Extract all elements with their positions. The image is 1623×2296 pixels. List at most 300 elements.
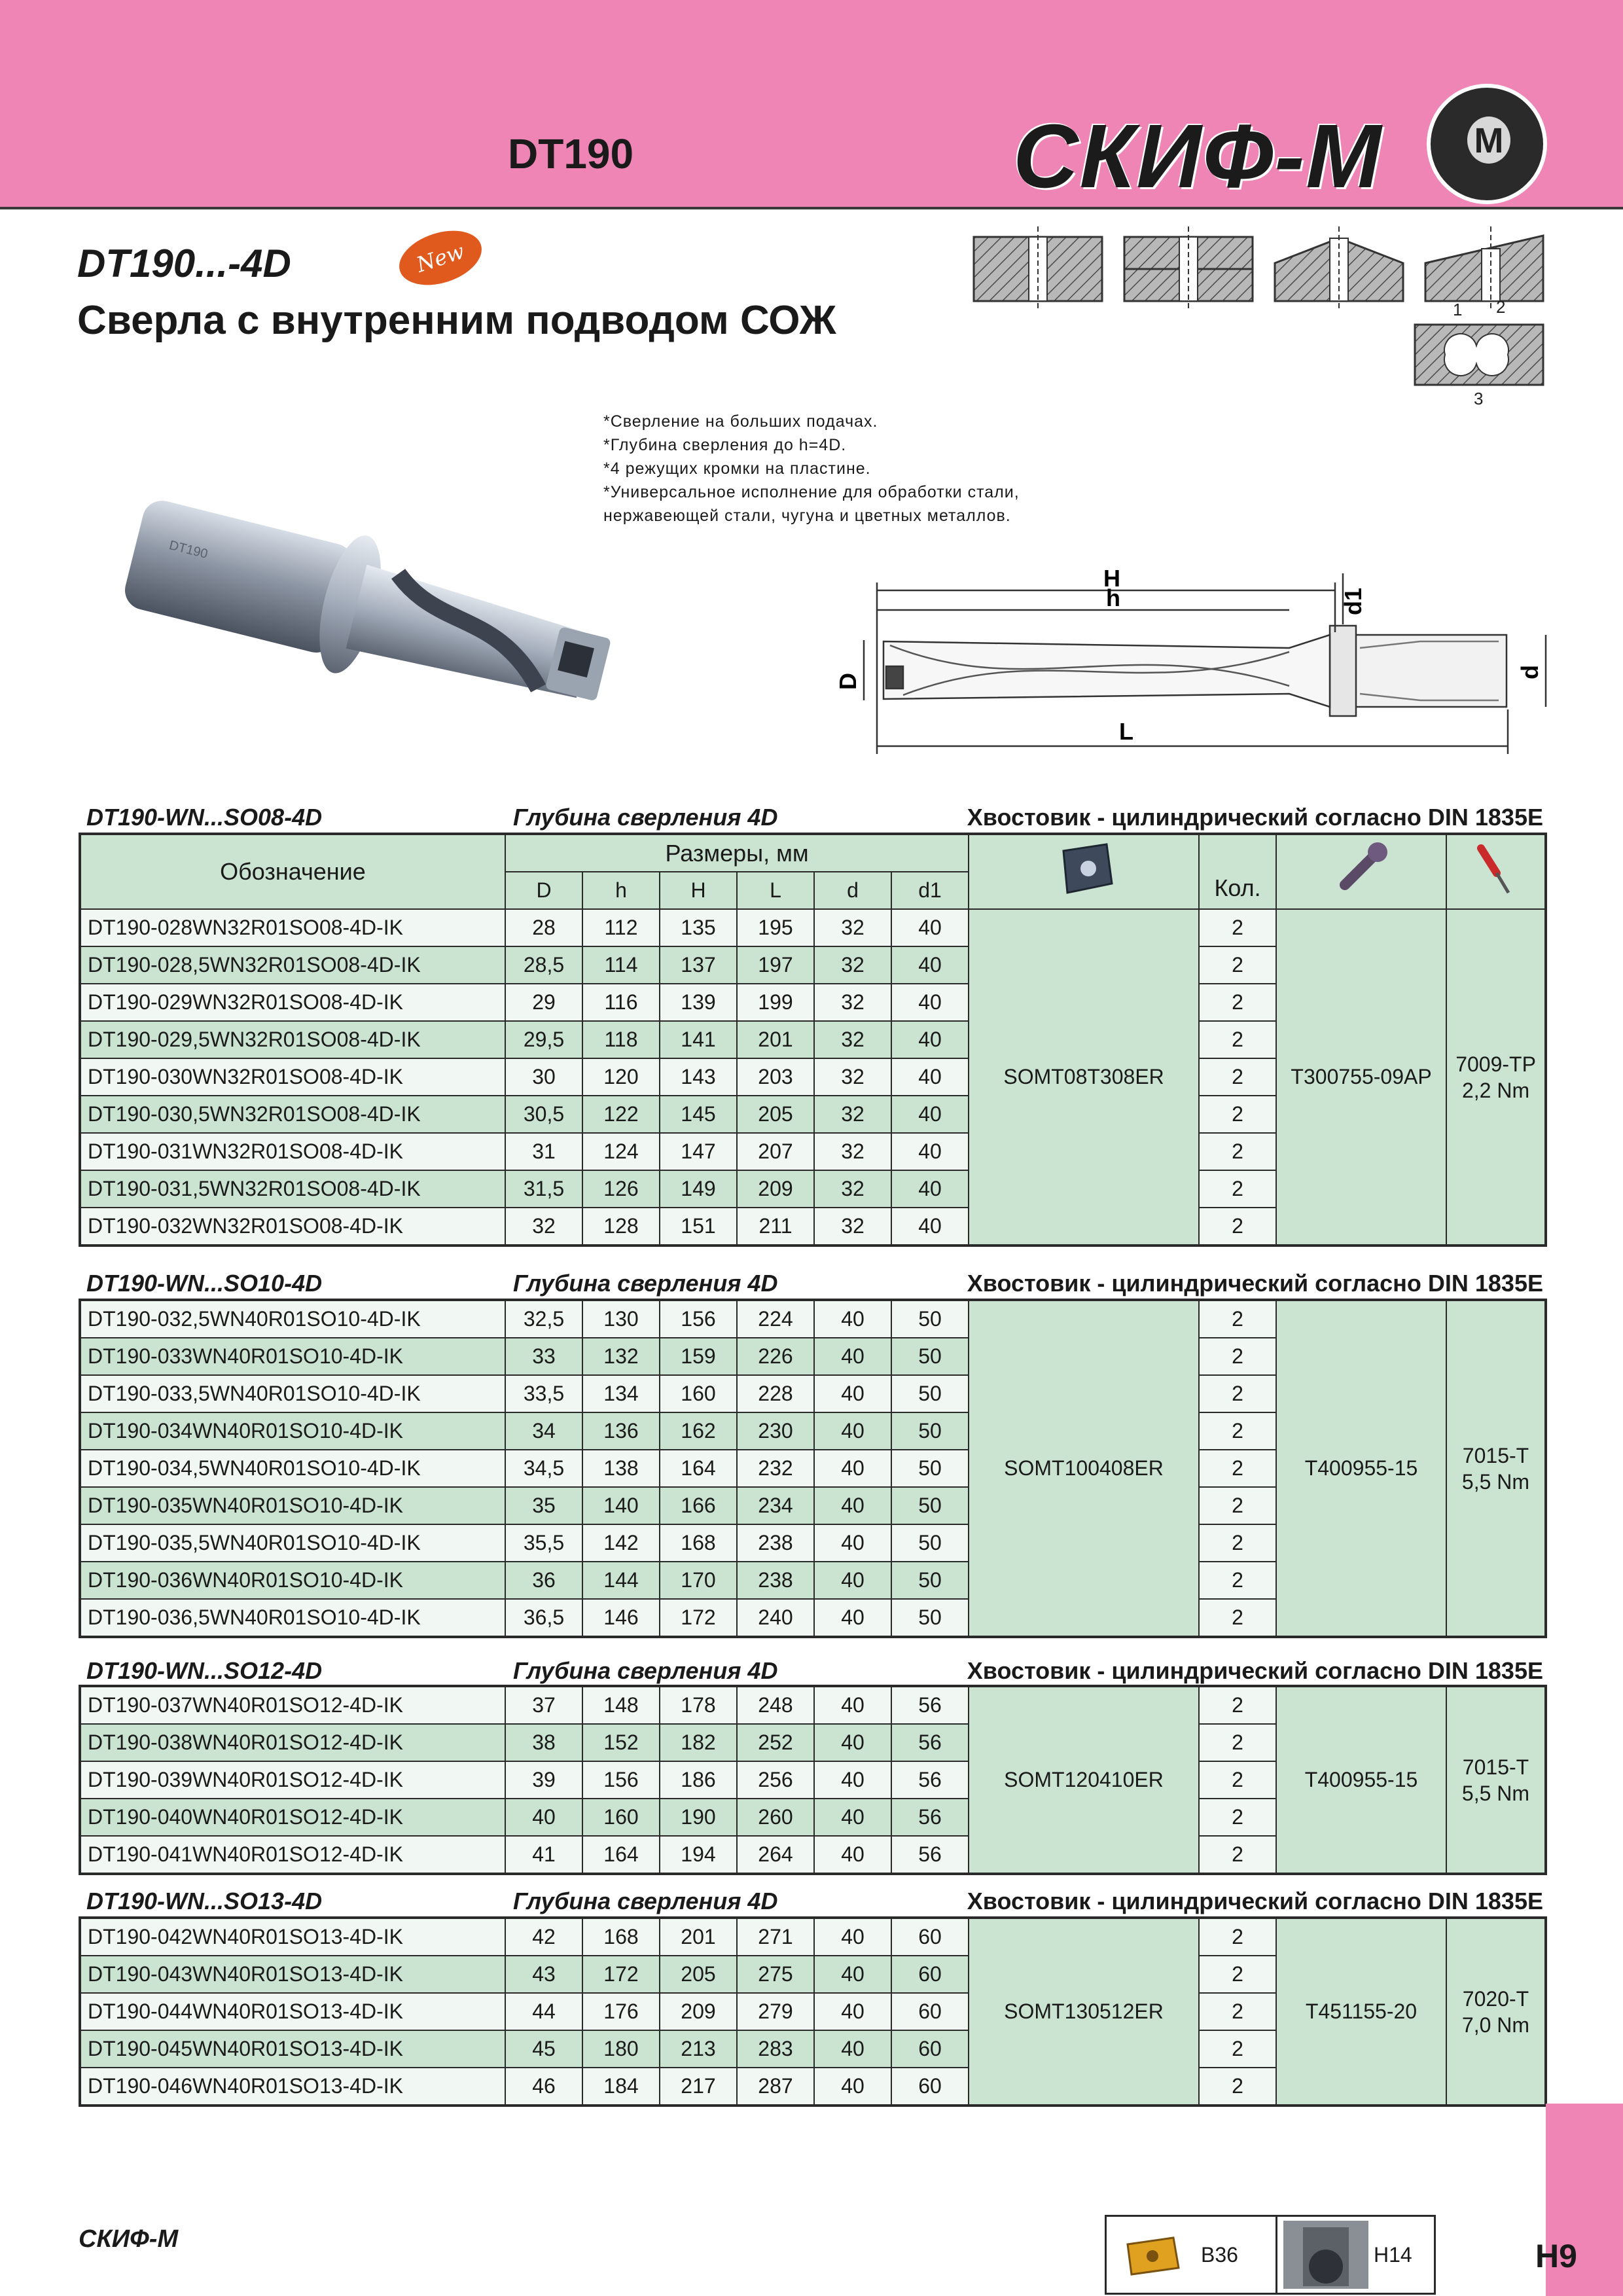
wrench-code: 7015-T bbox=[1462, 1755, 1529, 1779]
quantity-cell: 2 bbox=[1199, 1993, 1276, 2030]
footer-brand: СКИФ-М bbox=[79, 2225, 179, 2253]
size-cell-h: 176 bbox=[582, 1993, 660, 2030]
brand-logo-text: СКИФ-М bbox=[1013, 106, 1383, 207]
size-cell-L: 271 bbox=[737, 1918, 814, 1956]
designation-cell: DT190-029WN32R01SO08-4D-IK bbox=[80, 984, 505, 1021]
quantity-cell: 2 bbox=[1199, 984, 1276, 1021]
screw-icon bbox=[1325, 838, 1397, 901]
size-cell-L: 232 bbox=[737, 1450, 814, 1487]
designation-cell: DT190-036,5WN40R01SO10-4D-IK bbox=[80, 1599, 505, 1637]
size-cell-H: 166 bbox=[660, 1487, 737, 1524]
size-cell-H: 201 bbox=[660, 1918, 737, 1956]
quantity-cell: 2 bbox=[1199, 1021, 1276, 1058]
size-cell-h: 160 bbox=[582, 1799, 660, 1836]
size-cell-h: 114 bbox=[582, 946, 660, 984]
quantity-cell: 2 bbox=[1199, 2030, 1276, 2068]
size-cell-D: 33 bbox=[505, 1338, 582, 1375]
col-header-d: d bbox=[814, 872, 891, 909]
size-cell-h: 112 bbox=[582, 909, 660, 946]
table-row bbox=[80, 1686, 1546, 1724]
feature-list bbox=[603, 410, 1020, 528]
size-cell-L: 207 bbox=[737, 1133, 814, 1170]
size-cell-D: 33,5 bbox=[505, 1375, 582, 1412]
designation-cell: DT190-038WN40R01SO12-4D-IK bbox=[80, 1724, 505, 1761]
brand-logo bbox=[1013, 98, 1544, 207]
quantity-cell: 2 bbox=[1199, 2068, 1276, 2106]
wrench-code: 7015-T bbox=[1462, 1443, 1529, 1467]
size-cell-D: 35 bbox=[505, 1487, 582, 1524]
col-qty-header: Кол. bbox=[1199, 834, 1276, 909]
designation-cell: DT190-044WN40R01SO13-4D-IK bbox=[80, 1993, 505, 2030]
cross-ref-divider bbox=[1275, 2217, 1277, 2293]
size-cell-d: 40 bbox=[814, 1562, 891, 1599]
size-cell-H: 137 bbox=[660, 946, 737, 984]
size-cell-L: 260 bbox=[737, 1799, 814, 1836]
size-cell-L: 224 bbox=[737, 1300, 814, 1338]
designation-cell: DT190-036WN40R01SO10-4D-IK bbox=[80, 1562, 505, 1599]
label-H: H bbox=[1103, 569, 1120, 592]
section-depth: Глубина сверления 4D bbox=[513, 1270, 778, 1297]
size-cell-H: 186 bbox=[660, 1761, 737, 1799]
size-cell-d: 32 bbox=[814, 909, 891, 946]
stacked-drilling-pictogram bbox=[1124, 226, 1253, 312]
size-cell-d: 40 bbox=[814, 1599, 891, 1637]
size-cell-h: 172 bbox=[582, 1956, 660, 1993]
wrench-torque: 7,0 Nm bbox=[1461, 2013, 1530, 2037]
size-cell-d: 32 bbox=[814, 1021, 891, 1058]
size-cell-d: 40 bbox=[814, 1836, 891, 1874]
size-cell-H: 149 bbox=[660, 1170, 737, 1208]
interrupted-cut-pictogram bbox=[1415, 297, 1543, 408]
size-cell-d1: 40 bbox=[891, 946, 969, 984]
size-cell-h: 144 bbox=[582, 1562, 660, 1599]
section-shank: Хвостовик - цилиндрический согласно DIN 1835E bbox=[967, 1270, 1543, 1297]
size-cell-h: 140 bbox=[582, 1487, 660, 1524]
section-depth: Глубина сверления 4D bbox=[513, 1888, 778, 1914]
table-row bbox=[80, 909, 1546, 946]
designation-cell: DT190-041WN40R01SO12-4D-IK bbox=[80, 1836, 505, 1874]
size-cell-L: 256 bbox=[737, 1761, 814, 1799]
designation-cell: DT190-031,5WN32R01SO08-4D-IK bbox=[80, 1170, 505, 1208]
screwdriver-icon bbox=[1467, 838, 1525, 901]
size-cell-d: 32 bbox=[814, 984, 891, 1021]
size-cell-d1: 50 bbox=[891, 1300, 969, 1338]
size-cell-L: 205 bbox=[737, 1096, 814, 1133]
size-cell-D: 32,5 bbox=[505, 1300, 582, 1338]
designation-cell: DT190-030,5WN32R01SO08-4D-IK bbox=[80, 1096, 505, 1133]
size-cell-d: 40 bbox=[814, 1487, 891, 1524]
section-heading bbox=[80, 1266, 1543, 1296]
size-cell-d: 40 bbox=[814, 1338, 891, 1375]
size-cell-d1: 50 bbox=[891, 1338, 969, 1375]
label-d: d bbox=[1516, 665, 1543, 679]
insert-thumbnail-icon bbox=[1116, 2233, 1188, 2278]
size-cell-h: 164 bbox=[582, 1836, 660, 1874]
size-cell-D: 29 bbox=[505, 984, 582, 1021]
designation-cell: DT190-030WN32R01SO08-4D-IK bbox=[80, 1058, 505, 1096]
size-cell-d1: 50 bbox=[891, 1487, 969, 1524]
size-cell-L: 234 bbox=[737, 1487, 814, 1524]
size-cell-d1: 50 bbox=[891, 1412, 969, 1450]
size-cell-d: 40 bbox=[814, 1686, 891, 1724]
screw-code-cell: T451155-20 bbox=[1276, 1918, 1446, 2106]
spec-table bbox=[79, 1299, 1547, 1638]
size-cell-D: 45 bbox=[505, 2030, 582, 2068]
size-cell-L: 228 bbox=[737, 1375, 814, 1412]
size-cell-D: 39 bbox=[505, 1761, 582, 1799]
spec-table bbox=[79, 833, 1547, 1247]
insert-code-cell: SOMT08T308ER bbox=[969, 909, 1199, 1246]
section-title: DT190-WN...SO08-4D bbox=[86, 804, 323, 831]
wrench-torque: 5,5 Nm bbox=[1461, 1781, 1530, 1805]
inclined-surface-pictogram bbox=[1425, 226, 1543, 312]
size-cell-L: 230 bbox=[737, 1412, 814, 1450]
size-cell-D: 34 bbox=[505, 1412, 582, 1450]
quantity-cell: 2 bbox=[1199, 1918, 1276, 1956]
size-cell-H: 160 bbox=[660, 1375, 737, 1412]
size-cell-d: 40 bbox=[814, 1412, 891, 1450]
size-cell-h: 148 bbox=[582, 1686, 660, 1724]
cross-ref-tool-page[interactable]: H14 bbox=[1374, 2243, 1412, 2267]
insert-code-cell: SOMT130512ER bbox=[969, 1918, 1199, 2106]
size-cell-H: 156 bbox=[660, 1300, 737, 1338]
insert-icon bbox=[1048, 838, 1120, 901]
size-cell-L: 279 bbox=[737, 1993, 814, 2030]
quantity-cell: 2 bbox=[1199, 1208, 1276, 1246]
size-cell-L: 211 bbox=[737, 1208, 814, 1246]
size-cell-d1: 40 bbox=[891, 1021, 969, 1058]
size-cell-L: 275 bbox=[737, 1956, 814, 1993]
size-cell-D: 28,5 bbox=[505, 946, 582, 984]
size-cell-L: 199 bbox=[737, 984, 814, 1021]
size-cell-h: 142 bbox=[582, 1524, 660, 1562]
brand-logo-emblem bbox=[1427, 84, 1547, 204]
section-title: DT190-WN...SO13-4D bbox=[86, 1888, 323, 1914]
insert-number-1: 1 bbox=[1453, 300, 1463, 319]
quantity-cell: 2 bbox=[1199, 1724, 1276, 1761]
insert-icon-header bbox=[969, 834, 1199, 909]
wrench-code: 7020-T bbox=[1462, 1986, 1529, 2011]
designation-cell: DT190-028WN32R01SO08-4D-IK bbox=[80, 909, 505, 946]
size-cell-d1: 60 bbox=[891, 1956, 969, 1993]
feature-item: нержавеющей стали, чугуна и цветных металлов. bbox=[603, 507, 1011, 525]
size-cell-d: 40 bbox=[814, 1724, 891, 1761]
size-cell-h: 120 bbox=[582, 1058, 660, 1096]
size-cell-D: 36 bbox=[505, 1562, 582, 1599]
quantity-cell: 2 bbox=[1199, 909, 1276, 946]
designation-cell: DT190-033WN40R01SO10-4D-IK bbox=[80, 1338, 505, 1375]
size-cell-D: 30 bbox=[505, 1058, 582, 1096]
size-cell-H: 143 bbox=[660, 1058, 737, 1096]
size-cell-L: 195 bbox=[737, 909, 814, 946]
size-cell-d: 40 bbox=[814, 1799, 891, 1836]
size-cell-d: 40 bbox=[814, 1993, 891, 2030]
size-cell-d1: 40 bbox=[891, 909, 969, 946]
designation-cell: DT190-031WN32R01SO08-4D-IK bbox=[80, 1133, 505, 1170]
size-cell-h: 126 bbox=[582, 1170, 660, 1208]
label-d1: d1 bbox=[1340, 587, 1366, 615]
size-cell-D: 34,5 bbox=[505, 1450, 582, 1487]
size-cell-H: 139 bbox=[660, 984, 737, 1021]
designation-cell: DT190-034WN40R01SO10-4D-IK bbox=[80, 1412, 505, 1450]
series-title: DT190 bbox=[508, 130, 634, 177]
quantity-cell: 2 bbox=[1199, 1956, 1276, 1993]
size-cell-d1: 56 bbox=[891, 1761, 969, 1799]
screw-code-cell: T400955-15 bbox=[1276, 1300, 1446, 1637]
drilling-pictogram bbox=[974, 226, 1102, 312]
size-cell-h: 180 bbox=[582, 2030, 660, 2068]
designation-cell: DT190-042WN40R01SO13-4D-IK bbox=[80, 1918, 505, 1956]
size-cell-D: 28 bbox=[505, 909, 582, 946]
label-h: h bbox=[1106, 584, 1120, 611]
insert-number-3: 3 bbox=[1474, 389, 1484, 408]
size-cell-D: 40 bbox=[505, 1799, 582, 1836]
size-cell-H: 172 bbox=[660, 1599, 737, 1637]
size-cell-h: 152 bbox=[582, 1724, 660, 1761]
designation-cell: DT190-045WN40R01SO13-4D-IK bbox=[80, 2030, 505, 2068]
size-cell-L: 203 bbox=[737, 1058, 814, 1096]
quantity-cell: 2 bbox=[1199, 1599, 1276, 1637]
size-cell-d: 40 bbox=[814, 2030, 891, 2068]
col-designation-header: Обозначение bbox=[80, 834, 505, 909]
size-cell-d1: 40 bbox=[891, 984, 969, 1021]
drill-dimension-drawing bbox=[831, 569, 1558, 779]
feature-item: *Глубина сверления до h=4D. bbox=[603, 436, 847, 454]
quantity-cell: 2 bbox=[1199, 1799, 1276, 1836]
size-cell-H: 190 bbox=[660, 1799, 737, 1836]
size-cell-D: 35,5 bbox=[505, 1524, 582, 1562]
size-cell-d1: 50 bbox=[891, 1375, 969, 1412]
quantity-cell: 2 bbox=[1199, 1761, 1276, 1799]
size-cell-d: 40 bbox=[814, 1300, 891, 1338]
size-cell-L: 252 bbox=[737, 1724, 814, 1761]
size-cell-H: 178 bbox=[660, 1686, 737, 1724]
wrench-icon-header bbox=[1446, 834, 1546, 909]
quantity-cell: 2 bbox=[1199, 1300, 1276, 1338]
insert-number-2: 2 bbox=[1496, 297, 1506, 317]
size-cell-h: 130 bbox=[582, 1300, 660, 1338]
product-code: DT190...-4D bbox=[77, 242, 291, 285]
designation-cell: DT190-035,5WN40R01SO10-4D-IK bbox=[80, 1524, 505, 1562]
size-cell-d: 40 bbox=[814, 1956, 891, 1993]
size-cell-H: 141 bbox=[660, 1021, 737, 1058]
quantity-cell: 2 bbox=[1199, 1170, 1276, 1208]
size-cell-D: 38 bbox=[505, 1724, 582, 1761]
size-cell-d: 32 bbox=[814, 946, 891, 984]
size-cell-h: 128 bbox=[582, 1208, 660, 1246]
page-number: H9 bbox=[1535, 2238, 1577, 2274]
col-header-D: D bbox=[505, 872, 582, 909]
designation-cell: DT190-046WN40R01SO13-4D-IK bbox=[80, 2068, 505, 2106]
size-cell-H: 170 bbox=[660, 1562, 737, 1599]
section-heading bbox=[80, 800, 1543, 830]
section-shank: Хвостовик - цилиндрический согласно DIN 1835E bbox=[967, 1657, 1543, 1684]
size-cell-d1: 60 bbox=[891, 1993, 969, 2030]
size-cell-L: 209 bbox=[737, 1170, 814, 1208]
insert-code-cell: SOMT100408ER bbox=[969, 1300, 1199, 1637]
size-cell-d1: 60 bbox=[891, 1918, 969, 1956]
section-heading bbox=[80, 1884, 1543, 1914]
size-cell-d: 40 bbox=[814, 1761, 891, 1799]
cross-ref-insert-page[interactable]: B36 bbox=[1201, 2243, 1238, 2267]
size-cell-h: 124 bbox=[582, 1133, 660, 1170]
size-cell-H: 182 bbox=[660, 1724, 737, 1761]
section-shank: Хвостовик - цилиндрический согласно DIN 1835E bbox=[967, 804, 1543, 831]
size-cell-d1: 40 bbox=[891, 1096, 969, 1133]
section-shank: Хвостовик - цилиндрический согласно DIN 1835E bbox=[967, 1888, 1543, 1914]
size-cell-D: 30,5 bbox=[505, 1096, 582, 1133]
size-cell-D: 31 bbox=[505, 1133, 582, 1170]
size-cell-H: 217 bbox=[660, 2068, 737, 2106]
size-cell-d: 32 bbox=[814, 1058, 891, 1096]
col-sizes-header: Размеры, мм bbox=[505, 834, 969, 872]
screw-code-cell: T400955-15 bbox=[1276, 1686, 1446, 1874]
size-cell-d1: 56 bbox=[891, 1724, 969, 1761]
col-header-d1: d1 bbox=[891, 872, 969, 909]
size-cell-d: 40 bbox=[814, 1450, 891, 1487]
quantity-cell: 2 bbox=[1199, 1524, 1276, 1562]
size-cell-h: 156 bbox=[582, 1761, 660, 1799]
quantity-cell: 2 bbox=[1199, 946, 1276, 984]
size-cell-d1: 60 bbox=[891, 2068, 969, 2106]
convex-surface-pictogram bbox=[1275, 226, 1403, 312]
spec-table bbox=[79, 1916, 1547, 2107]
size-cell-d1: 40 bbox=[891, 1170, 969, 1208]
size-cell-d1: 50 bbox=[891, 1450, 969, 1487]
size-cell-d: 40 bbox=[814, 1524, 891, 1562]
size-cell-d: 32 bbox=[814, 1170, 891, 1208]
wrench-code-cell bbox=[1446, 909, 1546, 1246]
size-cell-d1: 56 bbox=[891, 1836, 969, 1874]
size-cell-d1: 50 bbox=[891, 1562, 969, 1599]
section-depth: Глубина сверления 4D bbox=[513, 1657, 778, 1684]
insert-code-cell: SOMT120410ER bbox=[969, 1686, 1199, 1874]
size-cell-H: 159 bbox=[660, 1338, 737, 1375]
size-cell-H: 162 bbox=[660, 1412, 737, 1450]
size-cell-H: 168 bbox=[660, 1524, 737, 1562]
size-cell-D: 29,5 bbox=[505, 1021, 582, 1058]
size-cell-d: 32 bbox=[814, 1096, 891, 1133]
size-cell-D: 32 bbox=[505, 1208, 582, 1246]
size-cell-D: 37 bbox=[505, 1686, 582, 1724]
section-title: DT190-WN...SO10-4D bbox=[86, 1270, 323, 1297]
wrench-torque: 5,5 Nm bbox=[1461, 1469, 1530, 1494]
size-cell-H: 145 bbox=[660, 1096, 737, 1133]
quantity-cell: 2 bbox=[1199, 1487, 1276, 1524]
size-cell-H: 205 bbox=[660, 1956, 737, 1993]
quantity-cell: 2 bbox=[1199, 1562, 1276, 1599]
spec-table bbox=[79, 1685, 1547, 1875]
label-D: D bbox=[834, 673, 861, 690]
table-row bbox=[80, 1300, 1546, 1338]
screw-code-cell: T300755-09AP bbox=[1276, 909, 1446, 1246]
size-cell-H: 147 bbox=[660, 1133, 737, 1170]
size-cell-h: 168 bbox=[582, 1918, 660, 1956]
section-heading bbox=[80, 1653, 1543, 1683]
size-cell-d1: 50 bbox=[891, 1599, 969, 1637]
quantity-cell: 2 bbox=[1199, 1686, 1276, 1724]
table-row bbox=[80, 1918, 1546, 1956]
quantity-cell: 2 bbox=[1199, 1375, 1276, 1412]
quantity-cell: 2 bbox=[1199, 1133, 1276, 1170]
size-cell-D: 44 bbox=[505, 1993, 582, 2030]
size-cell-D: 42 bbox=[505, 1918, 582, 1956]
designation-cell: DT190-040WN40R01SO12-4D-IK bbox=[80, 1799, 505, 1836]
quantity-cell: 2 bbox=[1199, 1412, 1276, 1450]
size-cell-h: 116 bbox=[582, 984, 660, 1021]
size-cell-L: 264 bbox=[737, 1836, 814, 1874]
col-header-h: h bbox=[582, 872, 660, 909]
size-cell-D: 31,5 bbox=[505, 1170, 582, 1208]
wrench-code-cell bbox=[1446, 1918, 1546, 2106]
size-cell-L: 201 bbox=[737, 1021, 814, 1058]
size-cell-L: 240 bbox=[737, 1599, 814, 1637]
wrench-torque: 2,2 Nm bbox=[1461, 1078, 1530, 1102]
designation-cell: DT190-034,5WN40R01SO10-4D-IK bbox=[80, 1450, 505, 1487]
designation-cell: DT190-035WN40R01SO10-4D-IK bbox=[80, 1487, 505, 1524]
size-cell-d1: 60 bbox=[891, 2030, 969, 2068]
size-cell-H: 209 bbox=[660, 1993, 737, 2030]
operation-pictograms bbox=[972, 226, 1548, 410]
size-cell-h: 132 bbox=[582, 1338, 660, 1375]
size-cell-d: 40 bbox=[814, 1918, 891, 1956]
size-cell-h: 138 bbox=[582, 1450, 660, 1487]
size-cell-h: 134 bbox=[582, 1375, 660, 1412]
size-cell-d1: 40 bbox=[891, 1208, 969, 1246]
size-cell-H: 135 bbox=[660, 909, 737, 946]
size-cell-D: 41 bbox=[505, 1836, 582, 1874]
size-cell-L: 226 bbox=[737, 1338, 814, 1375]
size-cell-d1: 40 bbox=[891, 1133, 969, 1170]
brand-logo-letter: M bbox=[1467, 117, 1510, 164]
quantity-cell: 2 bbox=[1199, 1058, 1276, 1096]
size-cell-L: 248 bbox=[737, 1686, 814, 1724]
designation-cell: DT190-039WN40R01SO12-4D-IK bbox=[80, 1761, 505, 1799]
size-cell-d: 32 bbox=[814, 1133, 891, 1170]
size-cell-d: 32 bbox=[814, 1208, 891, 1246]
wrench-code-cell bbox=[1446, 1686, 1546, 1874]
screw-icon-header bbox=[1276, 834, 1446, 909]
tool-thumbnail-icon bbox=[1283, 2221, 1368, 2289]
size-cell-L: 238 bbox=[737, 1562, 814, 1599]
size-cell-d: 40 bbox=[814, 1375, 891, 1412]
size-cell-h: 122 bbox=[582, 1096, 660, 1133]
size-cell-H: 151 bbox=[660, 1208, 737, 1246]
feature-item: *Сверление на больших подачах. bbox=[603, 412, 878, 431]
designation-cell: DT190-033,5WN40R01SO10-4D-IK bbox=[80, 1375, 505, 1412]
section-depth: Глубина сверления 4D bbox=[513, 804, 778, 831]
size-cell-D: 36,5 bbox=[505, 1599, 582, 1637]
size-cell-D: 46 bbox=[505, 2068, 582, 2106]
size-cell-d1: 56 bbox=[891, 1799, 969, 1836]
size-cell-h: 184 bbox=[582, 2068, 660, 2106]
col-header-H: H bbox=[660, 872, 737, 909]
size-cell-H: 164 bbox=[660, 1450, 737, 1487]
designation-cell: DT190-043WN40R01SO13-4D-IK bbox=[80, 1956, 505, 1993]
new-badge bbox=[392, 221, 488, 295]
label-L: L bbox=[1119, 718, 1133, 745]
wrench-code: 7009-TP bbox=[1455, 1052, 1536, 1076]
quantity-cell: 2 bbox=[1199, 1338, 1276, 1375]
new-badge-text: New bbox=[413, 238, 468, 278]
quantity-cell: 2 bbox=[1199, 1450, 1276, 1487]
designation-cell: DT190-029,5WN32R01SO08-4D-IK bbox=[80, 1021, 505, 1058]
size-cell-d1: 50 bbox=[891, 1524, 969, 1562]
product-name: Сверла с внутренним подводом СОЖ bbox=[77, 298, 836, 343]
size-cell-H: 213 bbox=[660, 2030, 737, 2068]
designation-cell: DT190-032WN32R01SO08-4D-IK bbox=[80, 1208, 505, 1246]
designation-cell: DT190-037WN40R01SO12-4D-IK bbox=[80, 1686, 505, 1724]
